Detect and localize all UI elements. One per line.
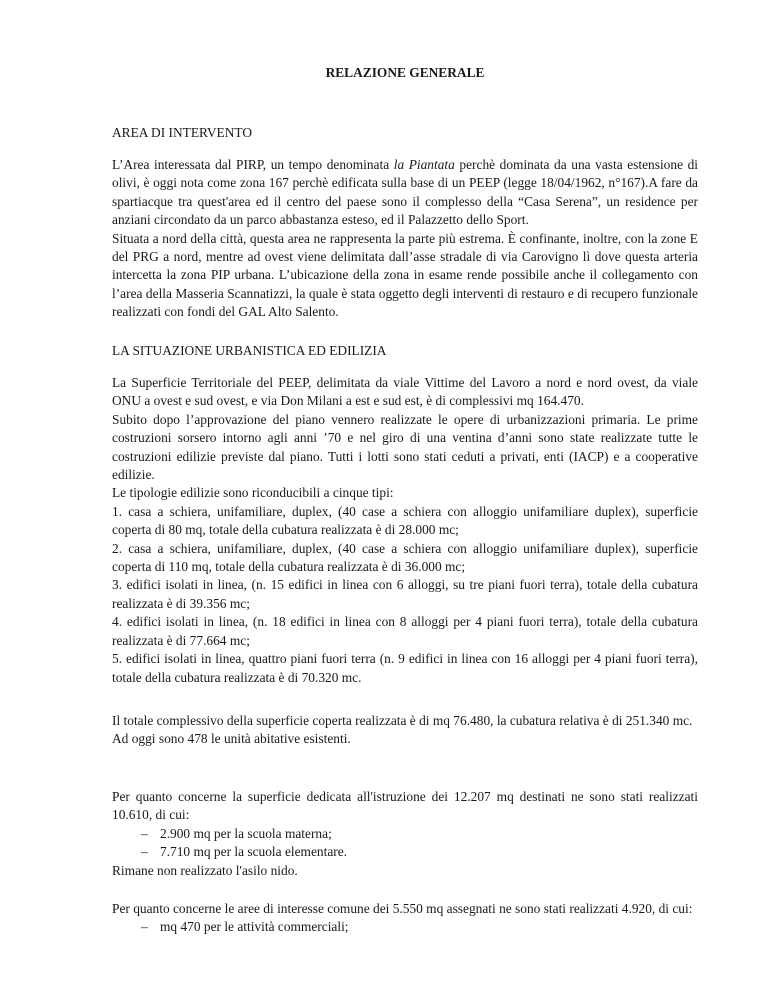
paragraph-peep [112, 374, 698, 687]
paragraph: Ad oggi sono 478 le unità abitative esistenti. [112, 731, 351, 747]
type-item-4: 4. edifici isolati in linea, (n. 18 edifici in linea con 8 alloggi per 4 piani fuori terra), totale della cubatura realizzata è di 77.664 mc; [112, 614, 698, 648]
paragraph-common-areas [112, 900, 698, 937]
paragraph-area-intro [112, 156, 698, 322]
section-heading: LA SITUAZIONE URBANISTICA ED EDILIZIA [112, 343, 387, 358]
common-areas-list [112, 918, 698, 936]
dash-bullet: – [141, 825, 148, 841]
list-item-text: mq 470 per le attività commerciali; [160, 919, 349, 935]
education-list [112, 825, 698, 862]
paragraph: Subito dopo l’approvazione del piano vennero realizzate le opere di urbanizzazioni primaria. Le prime costruzioni sorsero intorno agli anni ’70 e nel giro di una ventina d’anni sono state realizzate tutte le costruzioni edilizie previste dal piano. Tutti i lotti sono stati ceduti a privati, enti (IACP) e a cooperative edilizie. [112, 411, 698, 483]
paragraph: Per quanto concerne la superficie dedicata all'istruzione dei 12.207 mq destinati ne sono stati realizzati 10.610, di cui: [112, 789, 698, 823]
list-item-text: 7.710 mq per la scuola elementare. [160, 844, 348, 860]
paragraph-totals [112, 712, 698, 749]
paragraph-education [112, 788, 698, 880]
paragraph [112, 156, 698, 230]
type-item-5: 5. edifici isolati in linea, quattro piani fuori terra (n. 9 edifici in linea con 16 alloggi per 4 piani fuori terra), totale della cubatura realizzata è di 70.320 mc. [112, 651, 698, 685]
paragraph: Il totale complessivo della superficie coperta realizzata è di mq 76.480, la cubatura relativa è di 251.340 mc. [112, 713, 693, 728]
italic-term: la Piantata [393, 157, 455, 172]
section-heading: AREA DI INTERVENTO [112, 125, 253, 140]
type-item-3: 3. edifici isolati in linea, (n. 15 edifici in linea con 6 alloggi, su tre piani fuori terra), totale della cubatura realizzata è di 39.356 mc; [112, 577, 698, 611]
document-title: RELAZIONE GENERALE [325, 65, 485, 80]
paragraph: Situata a nord della città, questa area ne rappresenta la parte più estrema. È confinante, inoltre, con la zone E del PRG a nord, mentre ad ovest viene delimitata dall’asse stradale di via Carovigno lì dove questa arteria intercetta la zona PIP urbana. L’ubicazione della zona in esame rende possibile anche il collegamento con l’area della Masseria Scannatizzi, la quale è stata oggetto degli interventi di restauro e di recupero funzionale realizzati con fondi del GAL Alto Salento. [112, 230, 698, 320]
paragraph: La Superficie Territoriale del PEEP, delimitata da viale Vittime del Lavoro a nord e nord ovest, da viale ONU a ovest e sud ovest, e via Don Milani a est e sud est, è di complessivi mq 164.470. [112, 375, 698, 409]
type-item-1: 1. casa a schiera, unifamiliare, duplex, (40 case a schiera con alloggio unifamiliare duplex), superficie coperta di 80 mq, totale della cubatura realizzata è di 28.000 mc; [112, 503, 698, 538]
paragraph: Per quanto concerne le aree di interesse comune dei 5.550 mq assegnati ne sono stati realizzati 4.920, di cui: [112, 901, 693, 916]
section-situazione-urbanistica [112, 342, 698, 360]
text-run: perchè dominata da una vasta estensione di olivi, è oggi nota come zona 167 perchè edificata sulla base di un PEEP (legge 18/04/1962, n°167).A fare da spartiacque tra quest'area ed il centro del paese sono il complesso della “Casa Serena”, un residence per anziani circondato da un parco abbastanza esteso, ed il Palazzetto dello Sport. [112, 157, 698, 228]
type-item-2: 2. casa a schiera, unifamiliare, duplex, (40 case a schiera con alloggio unifamiliare duplex), superficie coperta di 110 mq, totale della cubatura realizzata è di 36.000 mc; [112, 540, 698, 575]
dash-bullet: – [141, 919, 148, 935]
list-item [112, 825, 698, 843]
list-item-text: 2.900 mq per la scuola materna; [160, 825, 332, 841]
paragraph: Le tipologie edilizie sono riconducibili a cinque tipi: [112, 485, 394, 501]
dash-bullet: – [141, 844, 148, 860]
paragraph: Rimane non realizzato l'asilo nido. [112, 862, 298, 878]
section-area-intervento [112, 124, 698, 142]
list-item [112, 843, 698, 861]
text-run: L’Area interessata dal PIRP, un tempo denominata [112, 157, 394, 172]
list-item [112, 918, 698, 936]
